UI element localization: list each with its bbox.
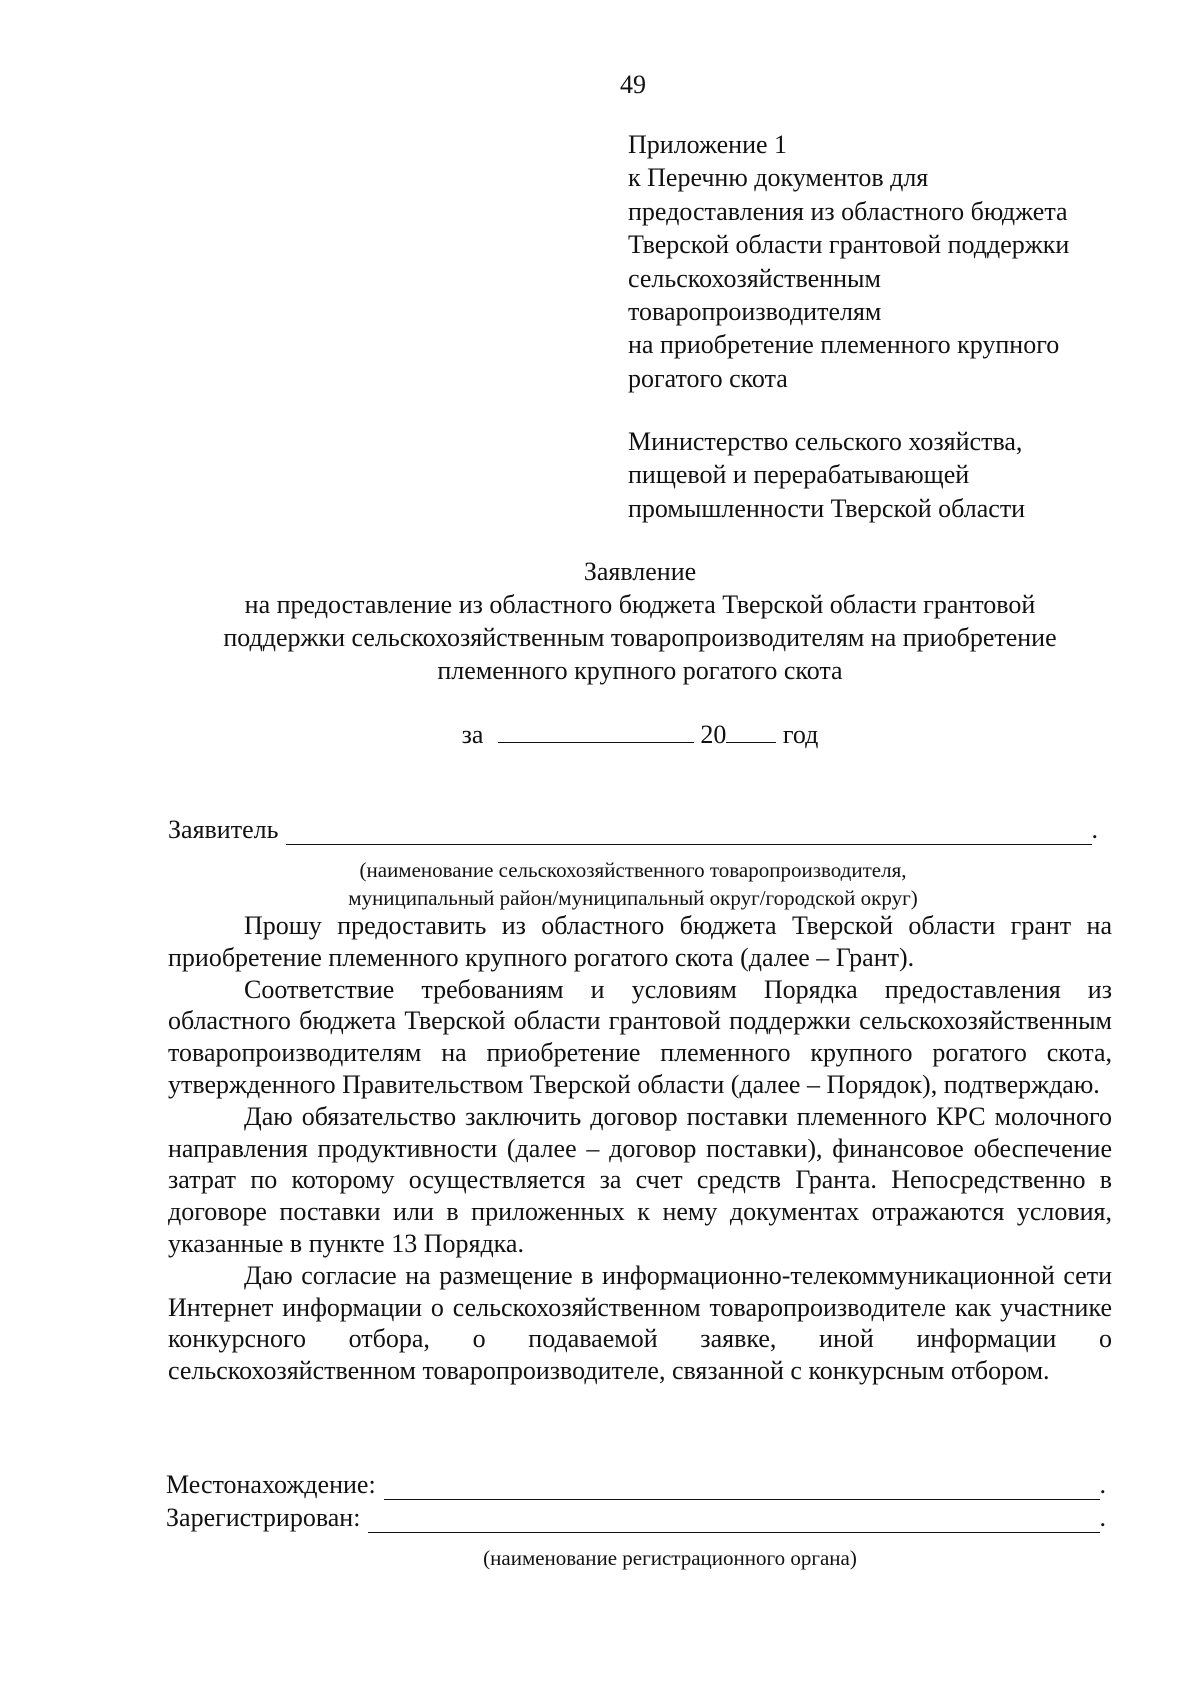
period-line: [150, 716, 1130, 750]
registered-hint: (наименование регистрационного органа): [483, 1546, 857, 1570]
paragraph: Даю обязательство заключить договор поставки племенного КРС молочного направления продуктивности (далее – договор поставки), финансовое обеспечение затрат по которому осуществляется за счет средств Гранта. Непосредственно в договоре поставки или в приложенных к нему документах отражаются условия, указанные в пункте 13 Порядка.: [168, 1101, 1112, 1258]
annex-header: [628, 128, 1148, 395]
period-year-prefix: 20: [700, 720, 727, 749]
title-line: племенного крупного рогатого скота: [437, 656, 843, 685]
hint-line: муниципальный район/муниципальный округ/городской округ): [348, 886, 918, 910]
addressee-line: промышленности Тверской области: [628, 493, 1026, 523]
title-line: поддержки сельскохозяйственным товаропроизводителям на приобретение: [223, 623, 1057, 652]
title-heading: Заявление: [583, 557, 697, 586]
field-period: .: [1099, 1470, 1106, 1499]
period-suffix: год: [782, 720, 819, 749]
registered-label: Зарегистрирован:: [166, 1503, 361, 1532]
field-period: .: [1091, 815, 1098, 844]
location-label: Местонахождение:: [166, 1470, 376, 1499]
application-body: [168, 910, 1112, 1387]
location-blank[interactable]: [384, 1473, 1100, 1500]
addressee-line: Министерство сельского хозяйства,: [628, 427, 1023, 456]
annex-line: к Перечню документов для: [628, 163, 929, 193]
page-number: 49: [620, 70, 646, 99]
hint-line: (наименование сельскохозяйственного товаропроизводителя,: [359, 858, 907, 882]
registered-field: [166, 1503, 1106, 1533]
applicant-hint: [168, 856, 1098, 912]
annex-line: рогатого скота: [628, 363, 788, 393]
addressee-block: [628, 425, 1148, 525]
period-prefix: за: [461, 720, 484, 749]
annex-line: товаропроизводителям: [628, 297, 882, 327]
annex-line: сельскохозяйственным: [628, 263, 881, 293]
addressee-line: пищевой и перерабатывающей: [628, 460, 970, 490]
applicant-blank[interactable]: [286, 818, 1091, 845]
paragraph: Даю согласие на размещение в информационно-телекоммуникационной сети Интернет информации о сельскохозяйственном товаропроизводителе как участнике конкурсного отбора, о подаваемой заявке, иной информации о сельскохозяйственном товаропроизводителе, связанной с конкурсным отбором.: [168, 1260, 1112, 1386]
document-title: [150, 555, 1130, 687]
title-line: на предоставление из областного бюджета Тверской области грантовой: [244, 590, 1036, 619]
applicant-field: [168, 815, 1098, 845]
annex-line: Тверской области грантовой поддержки: [628, 230, 1070, 260]
annex-line: предоставления из областного бюджета: [628, 196, 1068, 226]
paragraph: Прошу предоставить из областного бюджета Тверской области грант на приобретение племенного крупного рогатого скота (далее – Грант).: [168, 911, 1112, 972]
paragraph: Соответствие требованиям и условиям Порядка предоставления из областного бюджета Тверской области грантовой поддержки сельскохозяйственным товаропроизводителям на приобретение племенного крупного рогатого скота, утвержденного Правительством Тверской области (далее – Порядок), подтверждаю.: [168, 974, 1112, 1099]
location-field: [166, 1470, 1106, 1500]
period-blank[interactable]: [498, 716, 694, 743]
field-period: .: [1099, 1503, 1106, 1532]
registered-blank[interactable]: [368, 1506, 1099, 1533]
annex-line: Приложение 1: [628, 130, 788, 159]
annex-line: на приобретение племенного крупного: [628, 330, 1060, 360]
applicant-label: Заявитель: [168, 815, 279, 844]
year-blank[interactable]: [726, 716, 776, 743]
